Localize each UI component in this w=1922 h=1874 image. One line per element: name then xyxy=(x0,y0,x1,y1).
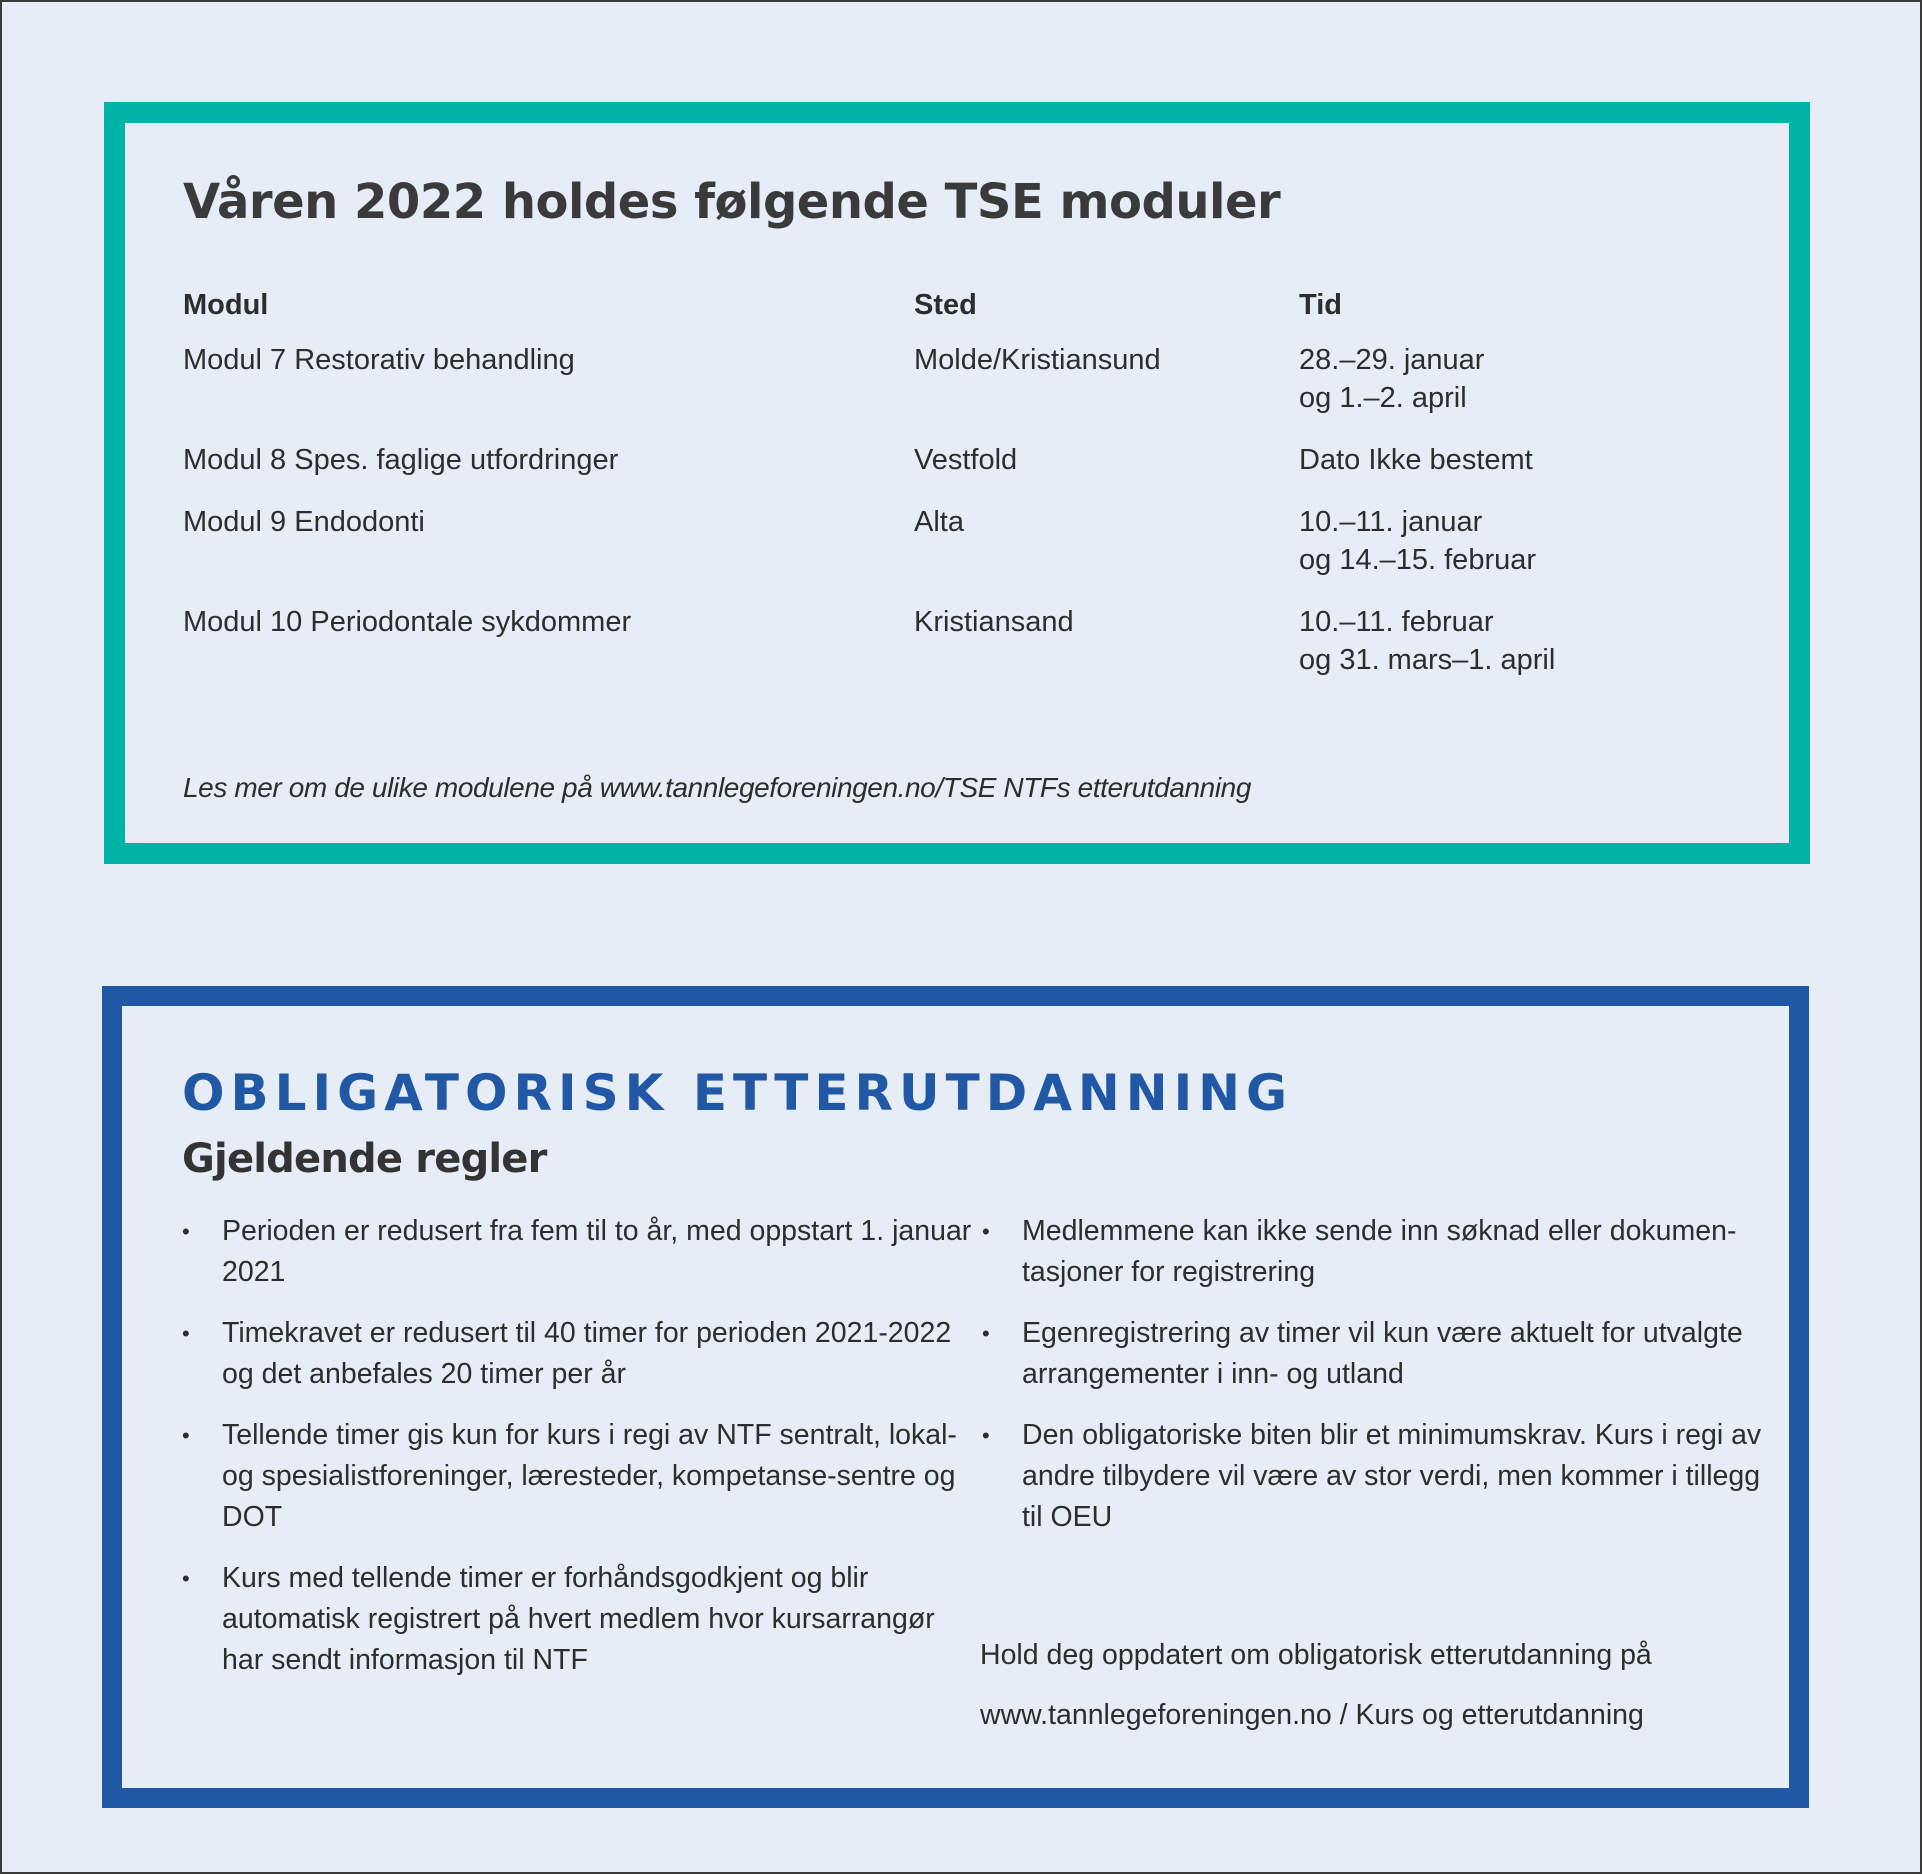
rules-column-right xyxy=(982,1211,1772,1558)
bullet-icon: • xyxy=(182,1423,190,1448)
sted-cell: Kristiansand xyxy=(914,606,1074,638)
list-item xyxy=(182,1313,972,1395)
rules-column-left xyxy=(182,1211,972,1701)
tid-line-1: 10.–11. februar xyxy=(1299,606,1494,638)
tid-line-1: 10.–11. januar xyxy=(1299,506,1483,538)
list-item xyxy=(182,1415,972,1538)
rule-text: Tellende timer gis kun for kurs i regi av NTF sentralt, lokal- og spesialistforeninger, læresteder, kompetanse-sentre og DOT xyxy=(222,1419,957,1533)
table-row xyxy=(183,603,1783,703)
tid-line-2: og 14.–15. februar xyxy=(1299,544,1537,576)
sted-cell: Vestfold xyxy=(914,444,1018,476)
tid-cell xyxy=(1299,341,1484,417)
rules-list-left xyxy=(182,1211,972,1681)
modul-cell: Modul 9 Endodonti xyxy=(183,506,425,538)
table-row xyxy=(183,441,1783,503)
rule-text: Medlemmene kan ikke sende inn søknad eller dokumen-tasjoner for registrering xyxy=(1022,1215,1737,1288)
list-item xyxy=(982,1211,1772,1293)
rule-text: Perioden er redusert fra fem til to år, med oppstart 1. januar 2021 xyxy=(222,1215,972,1288)
tse-footer-note: Les mer om de ulike modulene på www.tannlegeforeningen.no/TSE NTFs etterutdanning xyxy=(183,772,1252,803)
rule-text: Den obligatoriske biten blir et minimumskrav. Kurs i regi av andre tilbydere vil være av stor verdi, men kommer i tillegg til OEU xyxy=(1022,1419,1762,1533)
tse-heading: Våren 2022 holdes følgende TSE moduler xyxy=(183,174,1281,230)
modul-cell: Modul 10 Periodontale sykdommer xyxy=(183,606,632,638)
oeu-subtitle: Gjeldende regler xyxy=(182,1136,547,1182)
sted-cell: Alta xyxy=(914,506,964,538)
table-row xyxy=(183,341,1783,441)
sted-cell: Molde/Kristiansund xyxy=(914,344,1161,376)
list-item xyxy=(982,1415,1772,1538)
update-note: Hold deg oppdatert om obligatorisk etterutdanning på xyxy=(980,1638,1652,1671)
rule-text: Kurs med tellende timer er forhåndsgodkjent og blir automatisk registrert på hvert medlem hvor kursarrangør har sendt informasjon til NTF xyxy=(222,1562,935,1676)
list-item xyxy=(182,1211,972,1293)
oeu-title: OBLIGATORISK ETTERUTDANNING xyxy=(182,1064,1294,1122)
oeu-box xyxy=(102,986,1809,1808)
tid-line-1: 28.–29. januar xyxy=(1299,344,1485,376)
tid-line-2: og 31. mars–1. april xyxy=(1299,644,1556,676)
tid-cell xyxy=(1299,441,1533,479)
tid-line-2: og 1.–2. april xyxy=(1299,382,1467,414)
bullet-icon: • xyxy=(182,1219,190,1244)
bullet-icon: • xyxy=(982,1423,990,1448)
column-header-sted: Sted xyxy=(914,289,977,321)
bullet-icon: • xyxy=(182,1321,190,1346)
tid-cell xyxy=(1299,603,1555,679)
tse-modules-box xyxy=(104,102,1810,864)
column-header-modul: Modul xyxy=(183,289,269,321)
modul-cell: Modul 7 Restorativ behandling xyxy=(183,344,575,376)
rules-list-right xyxy=(982,1211,1772,1538)
website-link[interactable]: www.tannlegeforeningen.no / Kurs og etterutdanning xyxy=(980,1698,1644,1731)
tid-cell xyxy=(1299,503,1536,579)
list-item xyxy=(182,1558,972,1681)
bullet-icon: • xyxy=(182,1566,190,1591)
modul-cell: Modul 8 Spes. faglige utfordringer xyxy=(183,444,619,476)
bullet-icon: • xyxy=(982,1321,990,1346)
bullet-icon: • xyxy=(982,1219,990,1244)
list-item xyxy=(982,1313,1772,1395)
table-row xyxy=(183,503,1783,603)
tse-table xyxy=(183,286,1783,703)
tid-line-1: Dato Ikke bestemt xyxy=(1299,444,1533,476)
rule-text: Timekravet er redusert til 40 timer for perioden 2021-2022 og det anbefales 20 timer per år xyxy=(222,1317,952,1390)
tse-table-header xyxy=(183,286,1783,341)
rule-text: Egenregistrering av timer vil kun være aktuelt for utvalgte arrangementer i inn- og utland xyxy=(1022,1317,1743,1390)
column-header-tid: Tid xyxy=(1299,289,1342,321)
